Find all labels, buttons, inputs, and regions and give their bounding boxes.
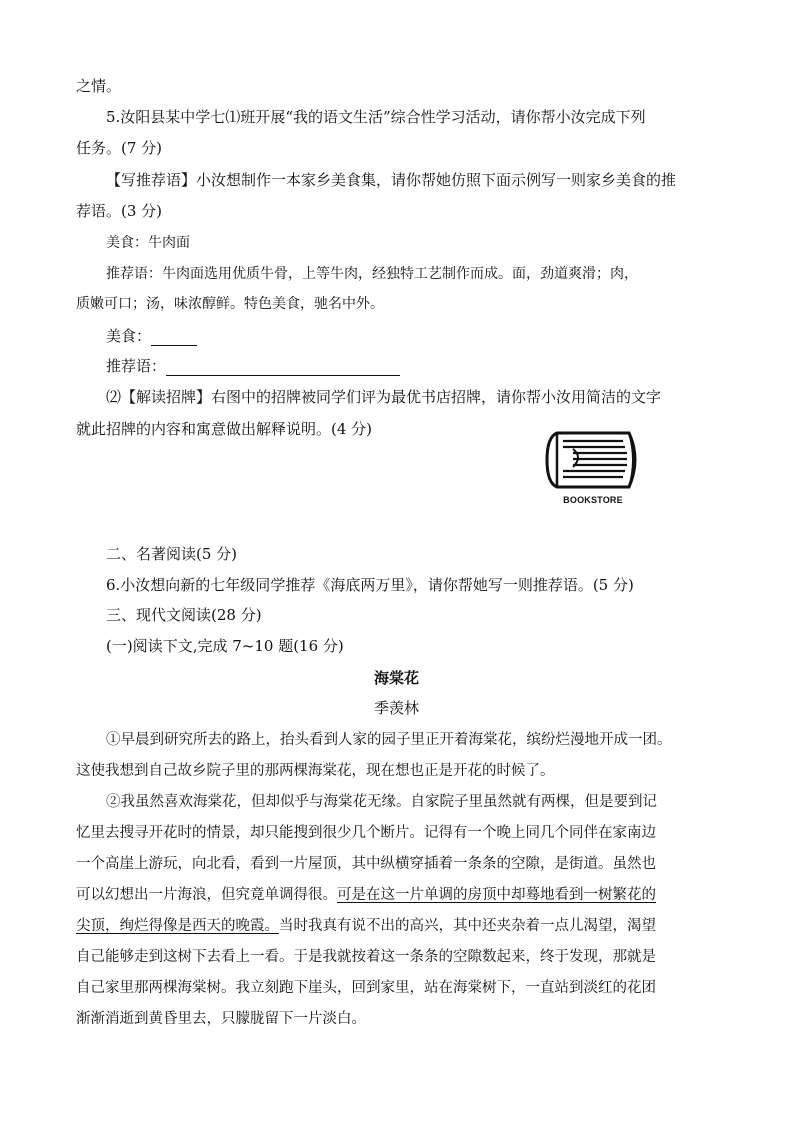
section-2-heading: 二、名著阅读(5 分) <box>106 545 238 563</box>
article-title: 海棠花 <box>373 669 419 687</box>
paragraph-2-line <box>76 885 656 905</box>
answer-recommendation-row <box>106 356 400 376</box>
paragraph-1-line: 这使我想到自己故乡院子里的那两棵海棠花，现在想也正是开花的时候了。 <box>76 763 555 779</box>
answer-food-row <box>106 326 197 346</box>
article-author: 季羡林 <box>373 699 419 717</box>
section-3-heading: 三、现代文阅读(28 分) <box>106 606 262 624</box>
reading-instruction: (一)阅读下文,完成 7~10 题(16 分) <box>106 637 344 655</box>
paragraph-2-line: ②我虽然喜欢海棠花，但却似乎与海棠花无缘。自家院子里虽然就有两棵，但是要到记 <box>106 794 657 810</box>
paragraph-2-line: 自己家里那两棵海棠树。我立刻跑下崖头，回到家里，站在海棠树下，一直站到淡红的花团 <box>76 980 656 996</box>
paragraph-2-text: 可以幻想出一片海浪，但究竟单调得很。 <box>76 887 337 903</box>
task-2-heading-cont: 就此招牌的内容和寓意做出解释说明。(4 分) <box>76 420 373 438</box>
answer-food-label: 美食： <box>106 327 152 345</box>
underlined-sentence: 尖顶，绚烂得像是西天的晚霞。 <box>76 918 279 934</box>
bookstore-signboard <box>543 427 643 517</box>
task-1-heading: 【写推荐语】小汝想制作一本家乡美食集，请你帮她仿照下面示例写一则家乡美食的推 <box>106 171 677 189</box>
answer-recommendation-label: 推荐语： <box>106 357 167 375</box>
signboard-label: BOOKSTORE <box>563 495 623 505</box>
example-food: 美食：牛肉面 <box>106 235 190 251</box>
paragraph-2-line: 一个高崖上游玩，向北看，看到一片屋顶，其中纵横穿插着一条条的空隙，是街道。虽然也 <box>76 856 656 872</box>
paragraph-2-line <box>76 916 656 936</box>
answer-recommendation-blank[interactable] <box>166 359 400 376</box>
answer-food-blank[interactable] <box>151 329 197 346</box>
question-5-stem-cont: 任务。(7 分) <box>76 139 163 157</box>
text-line: 之情。 <box>76 77 122 95</box>
question-6: 6.小汝想向新的七年级同学推荐《海底两万里》，请你帮她写一则推荐语。(5 分) <box>106 576 634 594</box>
task-2-heading: ⑵【解读招牌】右图中的招牌被同学们评为最优书店招牌，请你帮小汝用简洁的文字 <box>106 388 662 406</box>
paragraph-2-text: 当时我真有说不出的高兴，其中还夹杂着一点儿渴望，渴望 <box>279 918 656 934</box>
task-1-heading-cont: 荐语。(3 分) <box>76 202 163 220</box>
question-5-stem: 5.汝阳县某中学七⑴班开展“我的语文生活”综合性学习活动，请你帮小汝完成下列 <box>106 108 646 126</box>
paragraph-2-line: 忆里去搜寻开花时的情景，却只能搜到很少几个断片。记得有一个晚上同几个同伴在家南边 <box>76 825 656 841</box>
paragraph-2-line: 自己能够走到这树下去看上一看。于是我就按着这一条条的空隙数起来，终于发现，那就是 <box>76 949 656 965</box>
underlined-sentence: 可是在这一片单调的房顶中却蓦地看到一树繁花的 <box>337 887 656 903</box>
book-logo-icon <box>543 427 643 495</box>
example-recommendation: 推荐语：牛肉面选用优质牛骨，上等牛肉，经独特工艺制作而成。面，劲道爽滑；肉， <box>106 266 638 282</box>
paragraph-2-line: 渐渐消逝到黄昏里去，只朦胧留下一片淡白。 <box>76 1011 366 1027</box>
example-recommendation-cont: 质嫩可口；汤，味浓醇鲜。特色美食，驰名中外。 <box>76 296 384 312</box>
paragraph-1-line: ①早晨到研究所去的路上，抬头看到人家的园子里正开着海棠花，缤纷烂漫地开成一团。 <box>106 732 672 748</box>
